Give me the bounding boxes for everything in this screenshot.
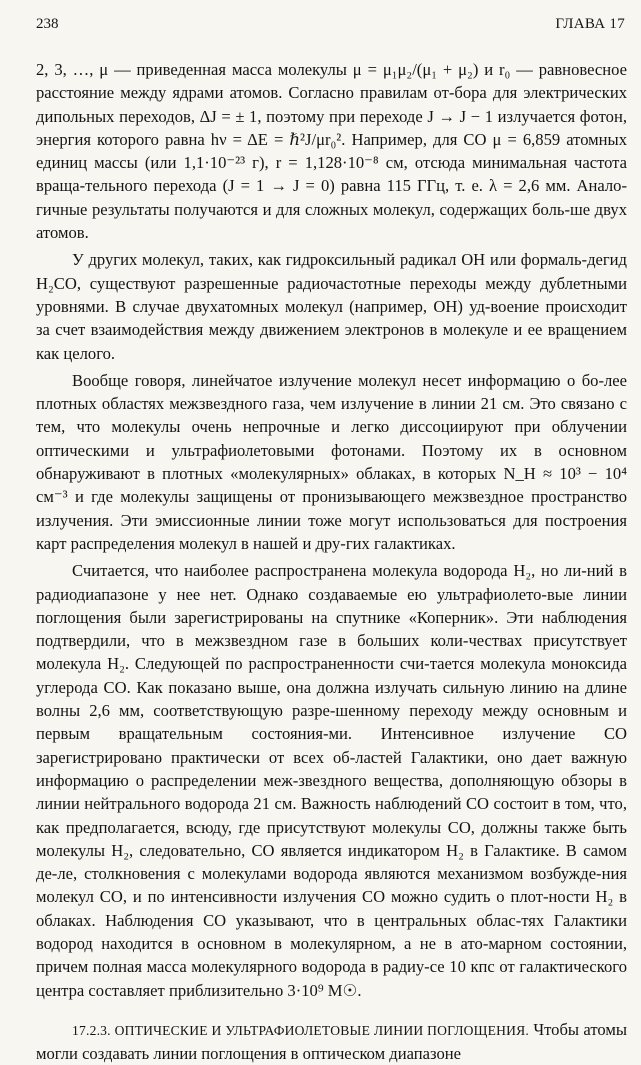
text-line: ле, столкновения с молекулами водорода являются механизмом возбужде- bbox=[57, 864, 602, 884]
text-line: У других молекул, таких, как гидроксильный радикал OH или формаль- bbox=[72, 250, 588, 270]
text-line: всюду, где присутствуют молекулы CO, должны также быть молекулы bbox=[36, 817, 627, 860]
section-heading: 17.2.3. ОПТИЧЕСКИЕ И УЛЬТРАФИОЛЕТОВЫЕ ЛИНИИ ПОГЛОЩЕНИЯ. bbox=[72, 1022, 529, 1038]
text-line: переходе J → J − 1 излучается фотон, энергия которого равна hν = ΔE = bbox=[36, 106, 627, 149]
paragraph-hydrogen-co bbox=[36, 559, 627, 1002]
text-line: ний в радиодиапазоне у нее нет. Однако создаваемые ею ультрафиолето- bbox=[36, 561, 628, 604]
text-line: бора для электрических дипольных переходов, ΔJ = ± 1, поэтому при bbox=[36, 83, 627, 126]
text-line: гих галактиках. bbox=[345, 533, 456, 553]
page-number: 238 bbox=[36, 16, 59, 32]
text-line: 21 см. Важность наблюдений CO состоит в том, что, как предполагается, bbox=[36, 794, 627, 837]
text-line: Считается, что наиболее распространена молекула водорода H₂, но ли- bbox=[72, 561, 587, 581]
text-line: H₂, следовательно, CO является индикатором H₂ в Галактике. В самом де- bbox=[36, 840, 627, 884]
text-line: излучать сильную линию на длине волны 2,6 мм, соответствующую разре- bbox=[36, 677, 627, 721]
paragraph-rotational-transitions bbox=[36, 58, 627, 244]
text-line: использоваться для построения карт распределения молекул в нашей и дру- bbox=[36, 510, 627, 553]
body-text bbox=[36, 58, 627, 1065]
text-line: ластей Галактики, оно дает важную информацию о распределении меж- bbox=[36, 747, 627, 790]
text-line: чествах присутствует молекула H₂. Следующей по распространенности счи- bbox=[36, 631, 627, 674]
text-line: молекуле и ее вращением как целого. bbox=[36, 320, 627, 363]
text-line: равновесное расстояние между ядрами атомов. Согласно правилам от- bbox=[36, 60, 627, 103]
paragraph-doublet-levels bbox=[36, 248, 627, 364]
text-line: Чтобы bbox=[533, 1019, 580, 1039]
text-line: Вообще говоря, линейчатое излучение молекул несет информацию о бо- bbox=[72, 370, 604, 390]
text-line: тельного перехода (J = 1 → J = 0) равна 115 ГГц, т. е. λ = 2,6 мм. Анало- bbox=[85, 176, 627, 196]
chapter-title: ГЛАВА 17 bbox=[555, 16, 625, 32]
text-line: дегид H₂CO, существуют разрешенные радиочастотные переходы между bbox=[36, 250, 627, 293]
text-line: атомы могли создавать линии поглощения в оптическом диапазоне bbox=[36, 1019, 627, 1064]
text-line: в основном обнаруживают в плотных «молекулярных» облаках, в которых bbox=[36, 440, 627, 484]
text-line: N_H ≈ 10³ − 10⁴ см⁻³ и где молекулы защищены от пронизывающего bbox=[36, 464, 627, 507]
text-line: марном состоянии, причем полная масса молекулярного водорода в радиу- bbox=[36, 933, 627, 977]
text-line: дублетными уровнями. В случае двухатомных молекул (например, OH) уд- bbox=[36, 273, 627, 316]
text-line: Это связано с тем, что молекулы очень непрочные и легко диссоциируют bbox=[36, 394, 627, 437]
text-line: шенному переходу между основным и первым вращательным состояния- bbox=[36, 701, 627, 744]
text-line: ности H₂ в облаках. Наблюдения CO указывают, что в центральных облас- bbox=[36, 887, 627, 930]
text-line: воение происходит за счет взаимодействия между движением электронов в bbox=[36, 296, 628, 340]
text-line: (или 1,1·10⁻²³ г), r = 1,128·10⁻⁸ см, отсюда минимальная частота враща- bbox=[36, 153, 628, 196]
text-line: ми. Интенсивное излучение CO зарегистрировано практически от всех об- bbox=[36, 724, 627, 767]
text-line: тях Галактики водород находится в основном в молекулярном, а не в ато- bbox=[36, 910, 627, 953]
paragraph-molecular-emission bbox=[36, 369, 627, 555]
text-line: звездного вещества, дополняющую обзоры в линии нейтрального водорода bbox=[36, 770, 627, 814]
paragraph-section-17-2-3 bbox=[36, 1018, 627, 1065]
text-line: лее плотных областях межзвездного газа, чем излучение в линии 21 см. bbox=[36, 370, 627, 414]
text-line: 2, 3, …, μ — приведенная масса молекулы μ = μ₁μ₂/(μ₁ + μ₂) и r₀ — bbox=[36, 60, 533, 79]
text-line: вые линии поглощения были зарегистрированы на спутнике «Коперник». bbox=[36, 584, 627, 627]
running-header bbox=[36, 14, 625, 34]
text-line: гичные результаты получаются и для сложных молекул, содержащих боль- bbox=[36, 199, 570, 219]
text-line: ℏ²J/μr₀². Например, для CO μ = 6,859 атомных единиц массы bbox=[36, 129, 627, 173]
text-line: тается молекула моноксида углерода CO. Как показано выше, она должна bbox=[36, 654, 627, 697]
text-line: ше двух атомов. bbox=[36, 199, 627, 243]
text-line: межзвездное пространство излучения. Эти эмиссионные линии тоже могут bbox=[36, 487, 627, 530]
text-line: при облучении оптическими и ультрафиолетовыми фотонами. Поэтому их bbox=[36, 417, 628, 460]
text-line: Эти наблюдения подтвердили, что в межзвездном газе в больших коли- bbox=[36, 607, 627, 651]
text-line: ния молекул CO, и по интенсивности излучения CO можно судить о плот- bbox=[36, 864, 627, 907]
text-line: се 10 кпс от галактического центра составляет приблизительно 3·10⁹ M☉. bbox=[36, 957, 628, 1000]
